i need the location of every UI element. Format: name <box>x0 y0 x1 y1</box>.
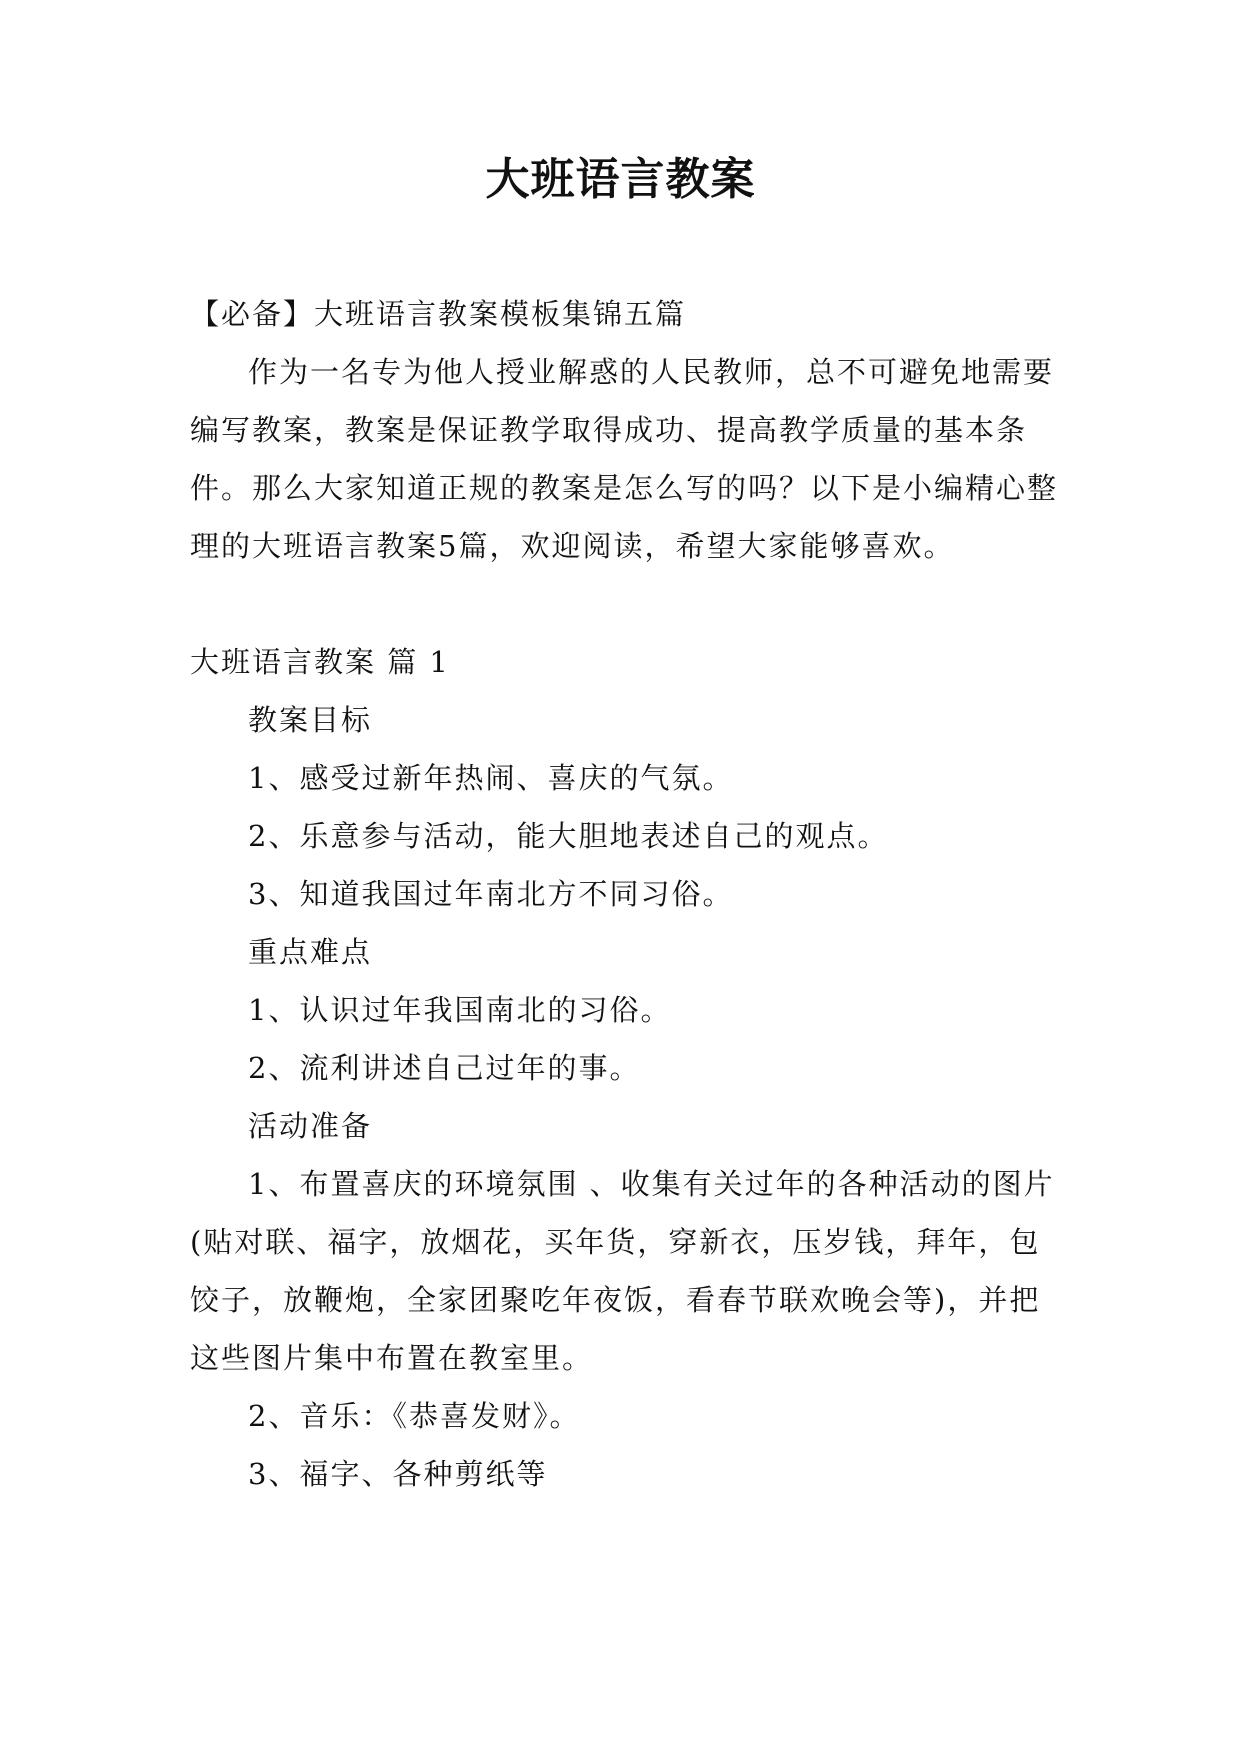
preparation-item: 1、布置喜庆的环境氛围 、收集有关过年的各种活动的图片(贴对联、福字，放烟花，买年货，穿新衣，压岁钱，拜年，包饺子，放鞭炮，全家团聚吃年夜饭，看春节联欢晚会等)，并把这些图片集中布置在教室里。 <box>190 1167 1055 1375</box>
document-title: 大班语言教案 <box>485 154 756 205</box>
objective-item: 2、乐意参与活动，能大胆地表述自己的观点。 <box>248 819 889 853</box>
document-body <box>190 285 1060 1503</box>
key-points-heading: 重点难点 <box>248 935 373 969</box>
key-point-item: 2、流利讲述自己过年的事。 <box>248 1051 641 1085</box>
key-point-item: 1、认识过年我国南北的习俗。 <box>248 993 672 1027</box>
section-gap <box>190 575 1060 633</box>
document-subtitle: 【必备】大班语言教案模板集锦五篇 <box>190 297 687 331</box>
preparation-heading: 活动准备 <box>248 1109 373 1143</box>
preparation-item: 2、音乐：《恭喜发财》。 <box>248 1399 581 1433</box>
objective-item: 1、感受过新年热闹、喜庆的气氛。 <box>248 761 734 795</box>
objective-item: 3、知道我国过年南北方不同习俗。 <box>248 877 734 911</box>
preparation-item: 3、福字、各种剪纸等 <box>248 1457 548 1491</box>
objectives-heading: 教案目标 <box>248 703 373 737</box>
section-heading: 大班语言教案 篇 1 <box>190 645 450 679</box>
intro-paragraph: 作为一名专为他人授业解惑的人民教师，总不可避免地需要编写教案，教案是保证教学取得成功、提高教学质量的基本条件。那么大家知道正规的教案是怎么写的吗？以下是小编精心整理的大班语言教案5篇，欢迎阅读，希望大家能够喜欢。 <box>190 355 1059 563</box>
